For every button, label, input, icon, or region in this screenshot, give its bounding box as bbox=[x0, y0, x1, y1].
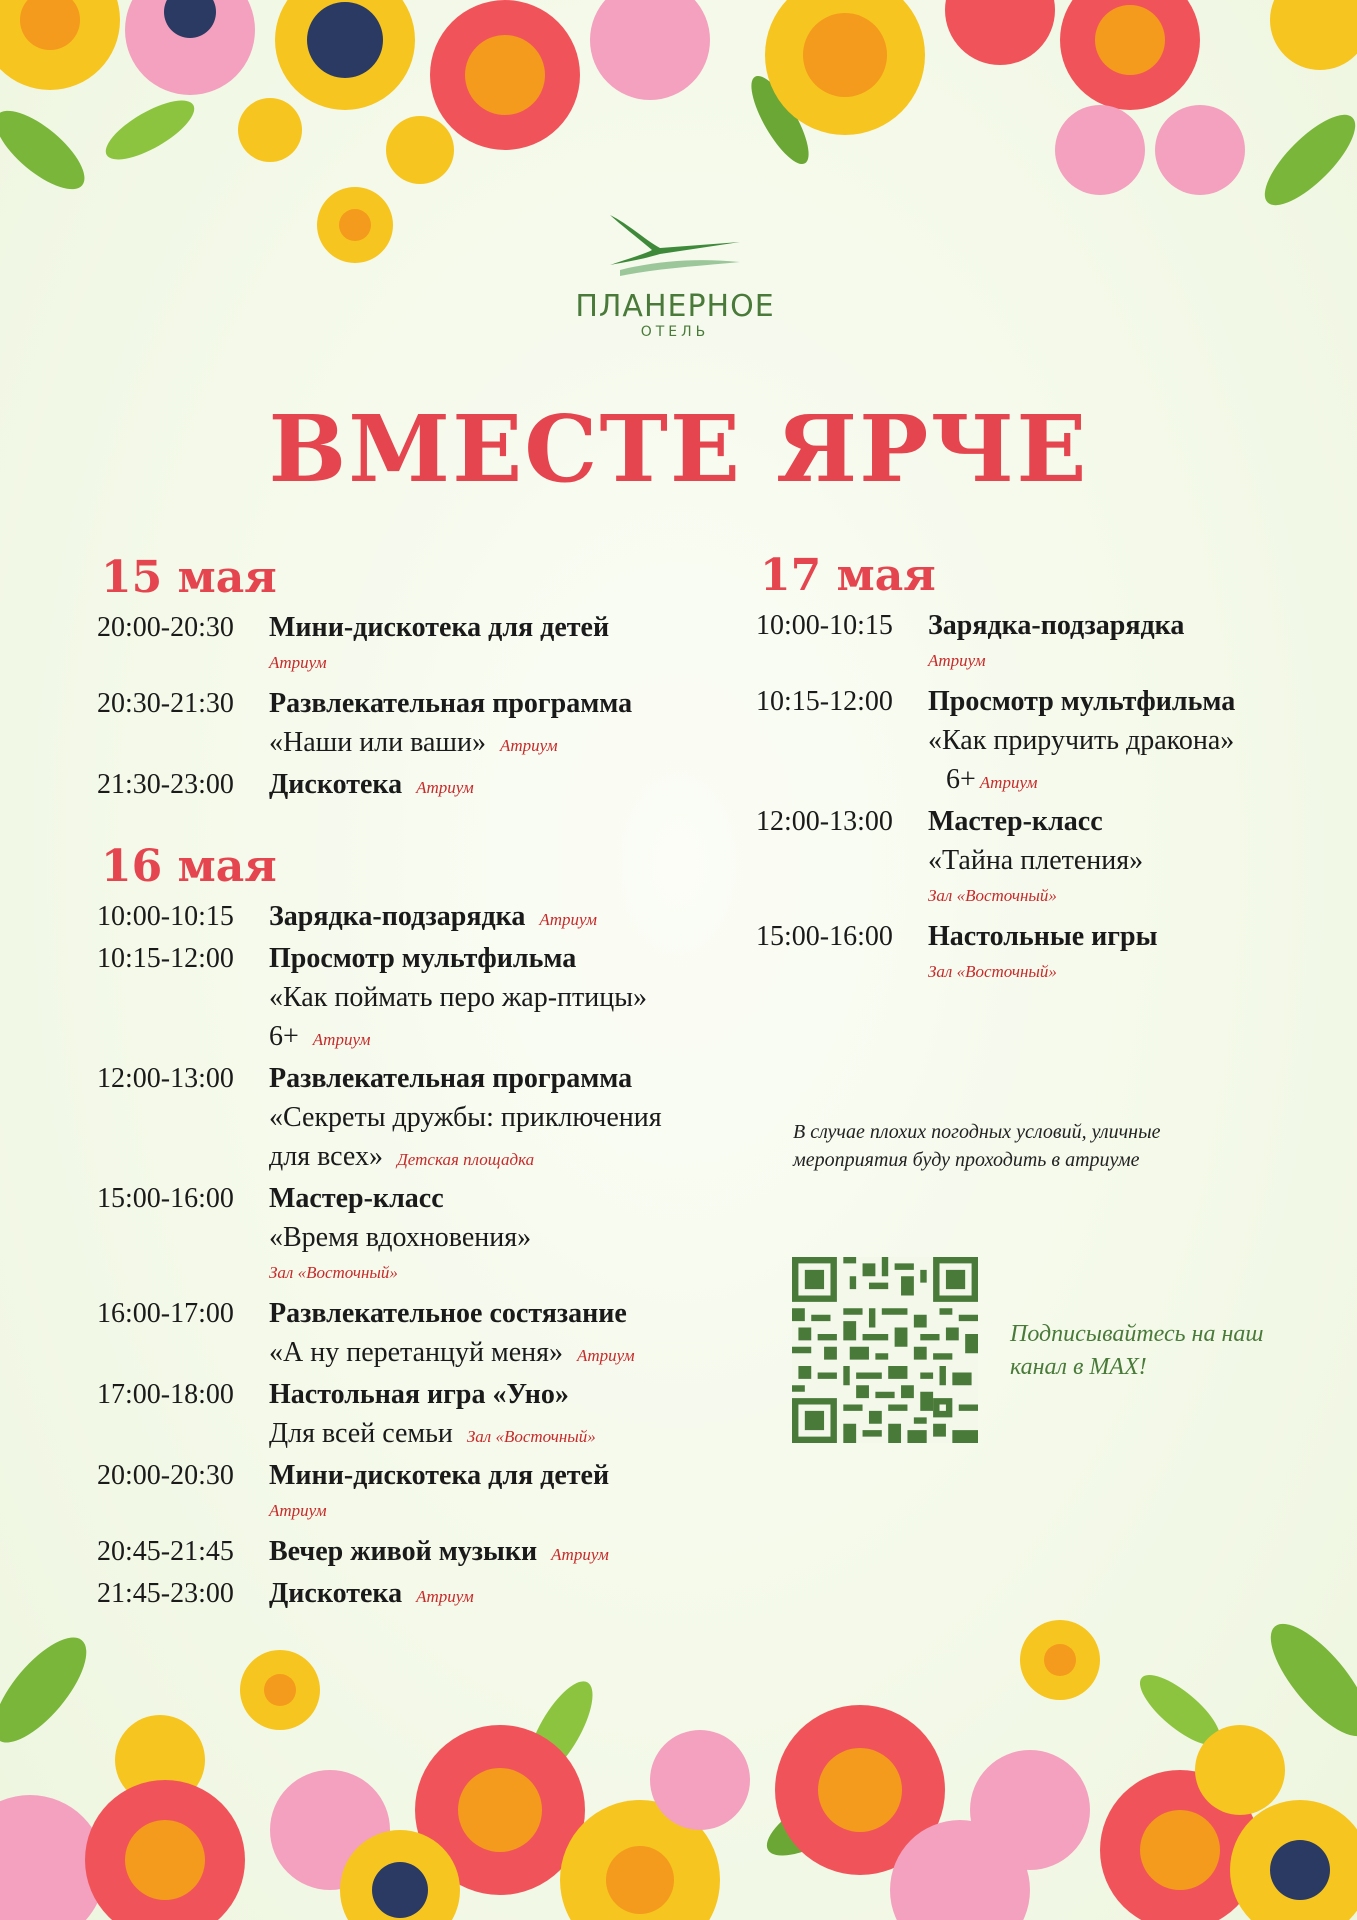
event-row bbox=[97, 939, 737, 1059]
event-subtitle: «Как приручить дракона» bbox=[928, 725, 1235, 756]
event-title: Зарядка-подзарядка bbox=[269, 901, 526, 932]
event-time: 15:00-16:00 bbox=[97, 1183, 234, 1214]
event-row bbox=[97, 1375, 737, 1456]
event-title: Развлекательная программа bbox=[269, 688, 633, 719]
event-row bbox=[97, 897, 737, 939]
event-age-rating: 6+ bbox=[946, 764, 976, 795]
hotel-logo bbox=[560, 210, 790, 340]
event-row bbox=[97, 1456, 737, 1532]
event-place: Детская площадка bbox=[396, 1150, 535, 1169]
event-title: Просмотр мультфильма bbox=[928, 686, 1236, 717]
event-place: Атриум bbox=[269, 1501, 327, 1520]
event-time: 10:00-10:15 bbox=[756, 610, 893, 641]
day-heading: 17 мая bbox=[760, 550, 936, 601]
event-time: 20:00-20:30 bbox=[97, 612, 234, 643]
event-place: Зал «Восточный» bbox=[928, 962, 1057, 981]
event-row bbox=[97, 1179, 737, 1294]
event-place: Зал «Восточный» bbox=[928, 886, 1057, 905]
event-title: Мини-дискотека для детей bbox=[269, 1460, 610, 1491]
subscribe-text: Подписывайтесь на наш канал в MAX! bbox=[1010, 1321, 1264, 1380]
event-age-rating: 6+ bbox=[269, 1021, 299, 1052]
event-row bbox=[97, 1532, 737, 1574]
event-title: Развлекательная программа bbox=[269, 1063, 633, 1094]
event-time: 21:45-23:00 bbox=[97, 1578, 234, 1609]
weather-note: В случае плохих погодных условий, уличные мероприятия буду проходить в атриуме bbox=[793, 1121, 1161, 1171]
schedule-left-column bbox=[97, 552, 737, 1616]
event-subtitle: «Тайна плетения» bbox=[928, 845, 1144, 876]
glider-icon bbox=[600, 210, 750, 280]
event-row bbox=[97, 1294, 737, 1375]
event-place: Атриум bbox=[551, 1545, 609, 1564]
qr-code[interactable] bbox=[792, 1257, 978, 1443]
event-row bbox=[97, 684, 737, 765]
event-row bbox=[97, 608, 737, 684]
event-time: 10:00-10:15 bbox=[97, 901, 234, 932]
event-subtitle: «Наши или ваши» bbox=[269, 727, 486, 758]
logo-subtitle: ОТЕЛЬ bbox=[640, 324, 710, 340]
event-time: 10:15-12:00 bbox=[756, 686, 893, 717]
event-time: 12:00-13:00 bbox=[97, 1063, 234, 1094]
event-title: Дискотека bbox=[269, 1578, 403, 1609]
event-title: Зарядка-подзарядка bbox=[928, 610, 1185, 641]
event-title: Мини-дискотека для детей bbox=[269, 612, 610, 643]
event-title: Развлекательное состязание bbox=[269, 1298, 627, 1329]
event-subtitle: «Секреты дружбы: приключения bbox=[269, 1102, 662, 1133]
event-row bbox=[756, 682, 1316, 802]
day-heading: 16 мая bbox=[101, 841, 277, 892]
event-time: 20:00-20:30 bbox=[97, 1460, 234, 1491]
event-time: 10:15-12:00 bbox=[97, 943, 234, 974]
event-title: Мастер-класс bbox=[928, 806, 1103, 837]
event-place: Атриум bbox=[928, 651, 986, 670]
event-title: Дискотека bbox=[269, 769, 403, 800]
event-subtitle-cont: для всех» bbox=[269, 1141, 383, 1172]
event-place: Атриум bbox=[979, 773, 1038, 792]
event-subtitle: Для всей семьи bbox=[269, 1418, 453, 1449]
event-place: Атриум bbox=[577, 1346, 635, 1365]
event-subtitle: «А ну перетанцуй меня» bbox=[269, 1337, 564, 1368]
event-time: 15:00-16:00 bbox=[756, 921, 893, 952]
event-title: Настольная игра «Уно» bbox=[269, 1379, 569, 1410]
event-time: 12:00-13:00 bbox=[756, 806, 893, 837]
event-place: Зал «Восточный» bbox=[269, 1263, 398, 1282]
event-place: Атриум bbox=[499, 736, 558, 755]
event-row bbox=[97, 1059, 737, 1179]
event-row bbox=[756, 917, 1316, 993]
event-row bbox=[756, 606, 1316, 682]
event-title: Мастер-класс bbox=[269, 1183, 444, 1214]
event-title: Вечер живой музыки bbox=[269, 1536, 538, 1567]
schedule-right-column bbox=[756, 550, 1316, 993]
logo-name: ПЛАНЕРНОЕ bbox=[575, 289, 775, 324]
event-row bbox=[756, 802, 1316, 917]
event-title: Просмотр мультфильма bbox=[269, 943, 577, 974]
event-place: Атриум bbox=[269, 653, 327, 672]
day-heading: 15 мая bbox=[101, 552, 277, 603]
event-subtitle: «Время вдохновения» bbox=[269, 1222, 532, 1253]
event-time: 17:00-18:00 bbox=[97, 1379, 234, 1410]
event-title: Настольные игры bbox=[928, 921, 1158, 952]
event-place: Атриум bbox=[312, 1030, 371, 1049]
event-time: 21:30-23:00 bbox=[97, 769, 234, 800]
event-row bbox=[97, 765, 737, 807]
event-place: Зал «Восточный» bbox=[466, 1427, 596, 1446]
event-time: 20:30-21:30 bbox=[97, 688, 234, 719]
event-place: Атриум bbox=[539, 910, 598, 929]
event-place: Атриум bbox=[416, 778, 474, 797]
poster-title: ВМЕСТЕ ЯРЧЕ bbox=[268, 395, 1089, 503]
event-time: 16:00-17:00 bbox=[97, 1298, 234, 1329]
event-subtitle: «Как поймать перо жар-птицы» bbox=[269, 982, 648, 1013]
event-time: 20:45-21:45 bbox=[97, 1536, 234, 1567]
event-place: Атриум bbox=[416, 1587, 474, 1606]
flowers-bottom-decoration bbox=[0, 1590, 1357, 1920]
